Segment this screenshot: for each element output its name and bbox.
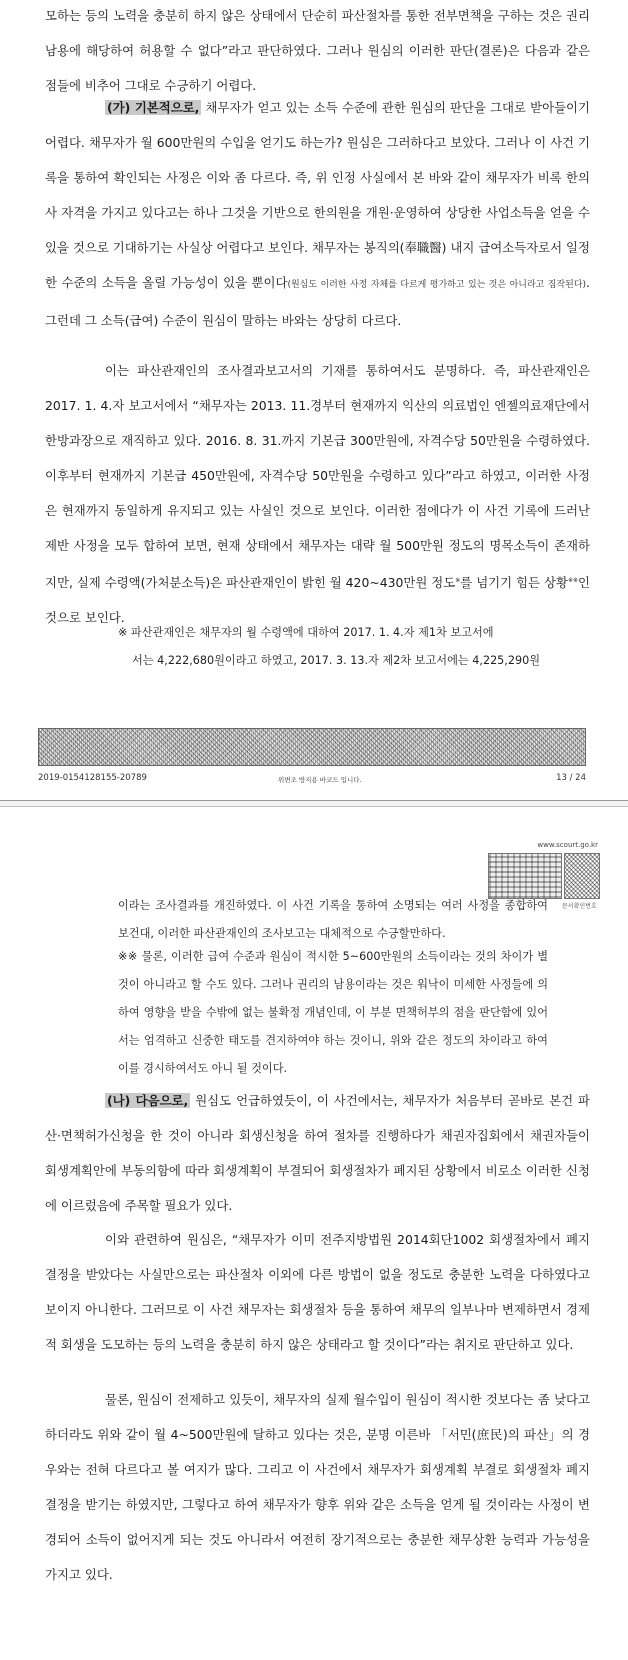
qr-code xyxy=(564,853,600,899)
paragraph-quote: 이와 관련하여 원심은, “채무자가 이미 전주지방법원 2014회단1002 회생절차에서 폐지결정을 받았다는 사실만으로는 파산절차 이외에 다른 방법이 없을 정도로 충분한 노력을 다하였다고 보이지 아니한다. 그러므로 이 사건 채무자는 회생절차 등을 통하여 채무의 일부나마 변제하면서 경제적 회생을 도모하는 등의 노력을 충분히 하지 않은 상태라고 할 것이다”라는 취지로 판단하고 있다. xyxy=(45,1232,590,1352)
qr-caption: 문서확인번호 xyxy=(562,903,597,910)
court-url: www.scourt.go.kr xyxy=(537,841,598,849)
footnote-2: ※※ 물론, 이러한 급여 수준과 원심이 적시한 5~600만원의 소득이라는 것의 차이가 별것이 아니라고 할 수도 있다. 그러나 권리의 남용이라는 것은 워낙이 미세한 사정들에 의하여 영향을 받을 수밖에 없는 불확정 개념인데, 이 부분 면책허부의 점을 판단함에 있어서는 엄격하고 신중한 태도를 견지하여야 하는 것이니, 위와 같은 정도의 차이라고 하여 이를 경시하여서도 아니 될 것이다. xyxy=(118,950,548,1075)
paragraph-na: (나) 다음으로, 원심도 언급하였듯이, 이 사건에서는, 채무자가 처음부터 곧바로 본건 파산·면책허가신청을 한 것이 아니라 회생신청을 하여 절차를 진행하다가 채권자집회에서 채권자들이 회생계획안에 부동의함에 따라 회생계획이 부결되어 회생절차가 폐지된 상황에서 비로소 이러한 신청에 이르렀음에 주목할 필요가 있다. xyxy=(45,1093,590,1213)
barcode-caption: 위변조 방지용 바코드 입니다. xyxy=(278,776,362,784)
section-marker-na: (나) 다음으로, xyxy=(107,1093,189,1108)
footnote-1-continued: 이라는 조사결과를 개진하였다. 이 사건 기록을 통하여 소명되는 여러 사정을 종합하여 보건대, 이러한 파산관재인의 조사보고는 대체적으로 수긍할만하다. xyxy=(118,899,548,940)
anti-forgery-barcode xyxy=(38,728,586,766)
paragraph-administrator: 이는 파산관재인의 조사결과보고서의 기재를 통하여서도 분명하다. 즉, 파산관재인은 2017. 1. 4.자 보고서에서 “채무자는 2013. 11.경부터 현재까지 익산의 의료법인 엔젤의료재단에서 한방과장으로 재직하고 있다. 2016. 8. 31.까지 기본급 300만원에, 자격수당 50만원을 수령하였다. 이후부터 현재까지 기본급 450만원에, 자격수당 50만원을 수령하고 있다”라고 하였고, 이러한 사정은 현재까지 동일하게 유지되고 있는 사실인 것으로 보인다. 이러한 점에다가 이 사건 기록에 드러난 제반 사정을 모두 합하여 보면, 현재 상태에서 채무자는 대략 월 500만원 정도의 명목소득이 존재하지만, 실제 수령액(가처분소득)은 파산관재인이 밝힌 월 420~430만원 정도※를 넘기기 힘든 상황※※인 것으로 보인다. xyxy=(45,363,591,626)
footnote-1: ※ 파산관재인은 채무자의 월 수령액에 대하여 2017. 1. 4.자 제1차 보고서에 서는 4,222,680원이라고 하였고, 2017. 3. 13.자 제2차 보고서에는 4,225,290원 xyxy=(118,626,541,667)
paragraph-last: 물론, 원심이 전제하고 있듯이, 채무자의 실제 월수입이 원심이 적시한 것보다는 좀 낮다고 하더라도 위와 같이 월 4~500만원에 달하고 있다는 것은, 분명 이른바 「서민(庶民)의 파산」의 경우와는 전혀 다르다고 볼 여지가 많다. 그리고 이 사건에서 채무자가 회생계획 부결로 회생절차 폐지결정을 받기는 하였지만, 그렇다고 하여 채무자가 향후 위와 같은 소득을 얻게 될 것이라는 사정이 변경되어 소득이 없어지게 되는 것도 아니라서 여전히 장기적으로는 충분한 채무상환 능력과 가능성을 가지고 있다. xyxy=(45,1392,590,1582)
page-separator xyxy=(0,800,628,807)
paragraph-ga: (가) 기본적으로, 채무자가 얻고 있는 소득 수준에 관한 원심의 판단을 그대로 받아들이기 어렵다. 채무자가 월 600만원의 수입을 얻기도 하는가? 원심은 그러하다고 보았다. 그러나 이 사건 기록을 통하여 확인되는 사정은 이와 좀 다르다. 즉, 위 인정 사실에서 본 바와 같이 채무자가 비록 한의사 자격을 가지고 있다고는 하나 그것을 기반으로 한의원을 개원·운영하여 상당한 사업소득을 얻을 수 있을 것으로 기대하기는 사실상 어렵다고 보인다. 채무자는 봉직의(奉職醫) 내지 급여소득자로서 일정한 수준의 소득을 올릴 가능성이 있을 뿐이다(원심도 이러한 사정 자체를 다르게 평가하고 있는 것은 아니라고 짐작된다). 그런데 그 소득(급여) 수준이 원심이 말하는 바와는 상당히 다르다. xyxy=(45,100,590,328)
paragraph-intro: 모하는 등의 노력을 충분히 하지 않은 상태에서 단순히 파산절차를 통한 전부면책을 구하는 것은 권리남용에 해당하여 허용할 수 없다”라고 판단하였다. 그러나 원심의 이러한 판단(결론)은 다음과 같은 점들에 비추어 그대로 수긍하기 어렵다. xyxy=(45,8,590,93)
document-page-13 xyxy=(0,0,628,800)
document-number: 2019-0154128155-20789 xyxy=(38,773,147,783)
section-marker-ga: (가) 기본적으로, xyxy=(107,100,200,115)
page-number: 13 / 24 xyxy=(556,773,586,783)
